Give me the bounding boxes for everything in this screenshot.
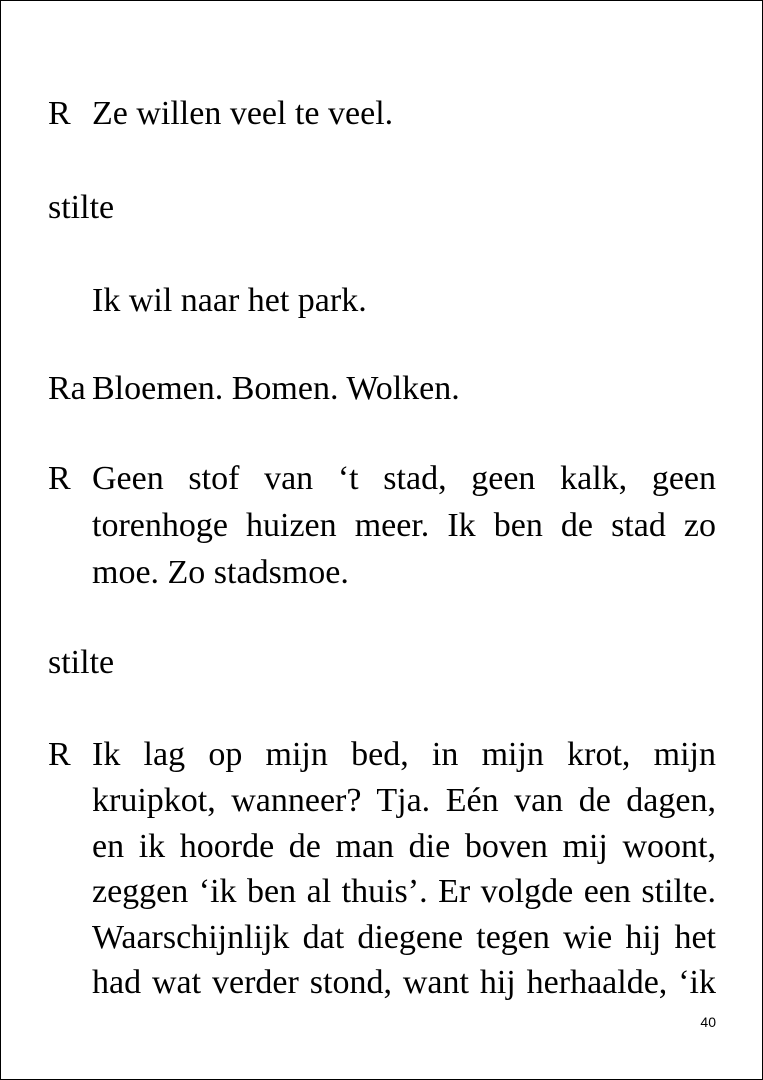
dialogue-line: torenhoge huizen meer. Ik ben de stad zo — [92, 507, 716, 544]
dialogue-line: Ik lag op mijn bed, in mijn krot, mijn — [92, 736, 716, 773]
dialogue-line: kruipkot, wanneer? Tja. Eén van de dagen, — [92, 782, 716, 819]
speaker-label: R — [48, 736, 71, 773]
page-number: 40 — [700, 1014, 716, 1030]
dialogue-line: zeggen ‘ik ben al thuis’. Er volgde een stilte. — [92, 873, 716, 910]
stage-direction: stilte — [48, 644, 115, 681]
dialogue-line: en ik hoorde de man die boven mij woont, — [92, 828, 716, 865]
dialogue-line: Geen stof van ‘t stad, geen kalk, geen — [92, 460, 716, 497]
dialogue-line: Bloemen. Bomen. Wolken. — [92, 370, 460, 407]
dialogue-line: moe. Zo stadsmoe. — [92, 554, 349, 591]
dialogue-line: had wat verder stond, want hij herhaalde, ‘ik — [92, 964, 716, 1001]
dialogue-line: Ik wil naar het park. — [92, 282, 367, 319]
speaker-label: Ra — [48, 370, 86, 407]
speaker-label: R — [48, 460, 71, 497]
dialogue-line: Waarschijnlijk dat diegene tegen wie hij het — [92, 919, 716, 956]
dialogue-line: Ze willen veel te veel. — [92, 95, 394, 132]
speaker-label: R — [48, 95, 71, 132]
stage-direction: stilte — [48, 189, 115, 226]
